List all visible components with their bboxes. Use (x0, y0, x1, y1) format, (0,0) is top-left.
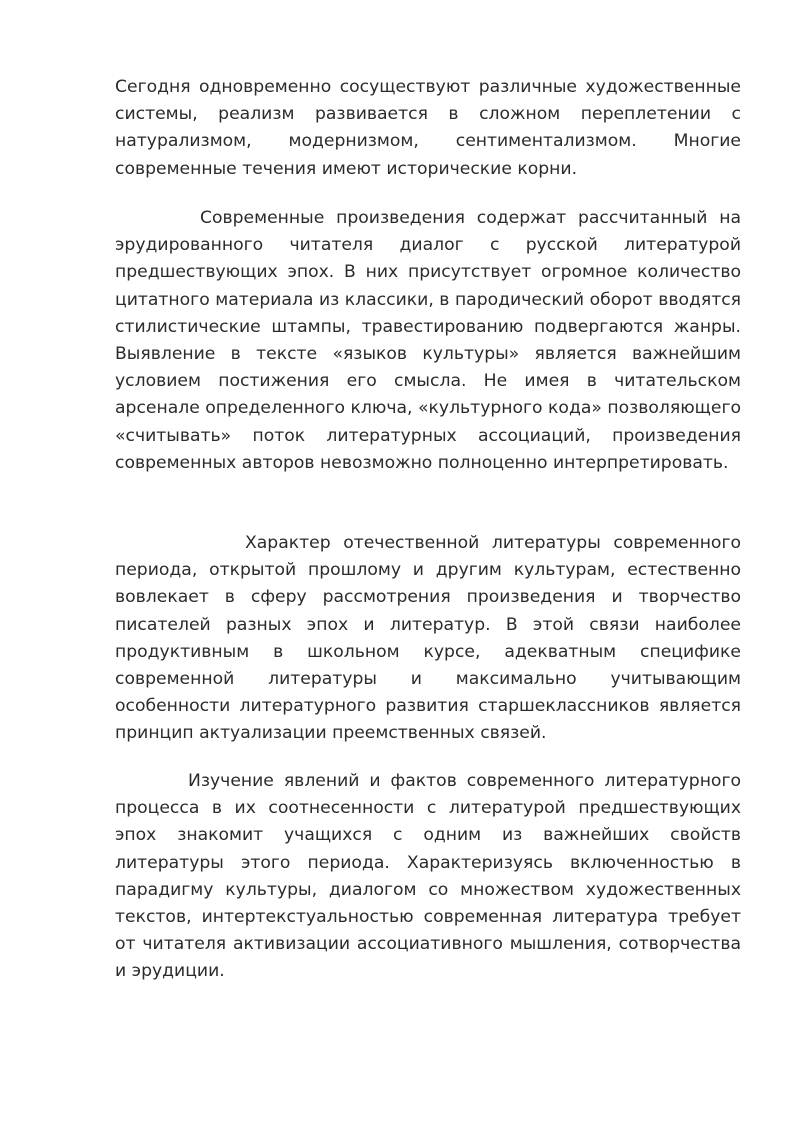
paragraph-3: Характер отечественной литературы современного периода, открытой прошлому и другим культурам, естественно вовлекает в сферу рассмотрения произведения и творчество писателей разных эпох и литератур. В этой связи наиболее продуктивным в школьном курсе, адекватным специфике современной литературы и максимально учитывающим особенности литературного развития старшеклассников является принцип актуализации преемственных связей. (115, 533, 741, 744)
paragraph-1: Сегодня одновременно сосуществуют различные художественные системы, реализм развивается в сложном переплетении с натурализмом, модернизмом, сентиментализмом. Многие современные течения имеют исторические корни. (115, 77, 741, 179)
paragraph-4: Изучение явлений и фактов современного литературного процесса в их соотнесенности с литературой предшествующих эпох знакомит учащихся с одним из важнейших свойств литературы этого периода. Характеризуясь включенностью в парадигму культуры, диалогом со множеством художественных текстов, интертекстуальностью современная литература требует от читателя активизации ассоциативного мышления, сотворчества и эрудиции. (115, 771, 741, 982)
paragraph-2: Современные произведения содержат рассчитанный на эрудированного читателя диалог с русской литературой предшествующих эпох. В них присутствует огромное количество цитатного материала из классики, в пародический оборот вводятся стилистические штампы, травестированию подвергаются жанры. Выявление в тексте «языков культуры» является важнейшим условием постижения его смысла. Не имея в читательском арсенале определенного ключа, «культурного кода» позволяющего «считывать» поток литературных ассоциаций, произведения современных авторов невозможно полноценно интерпретировать. (115, 208, 741, 473)
